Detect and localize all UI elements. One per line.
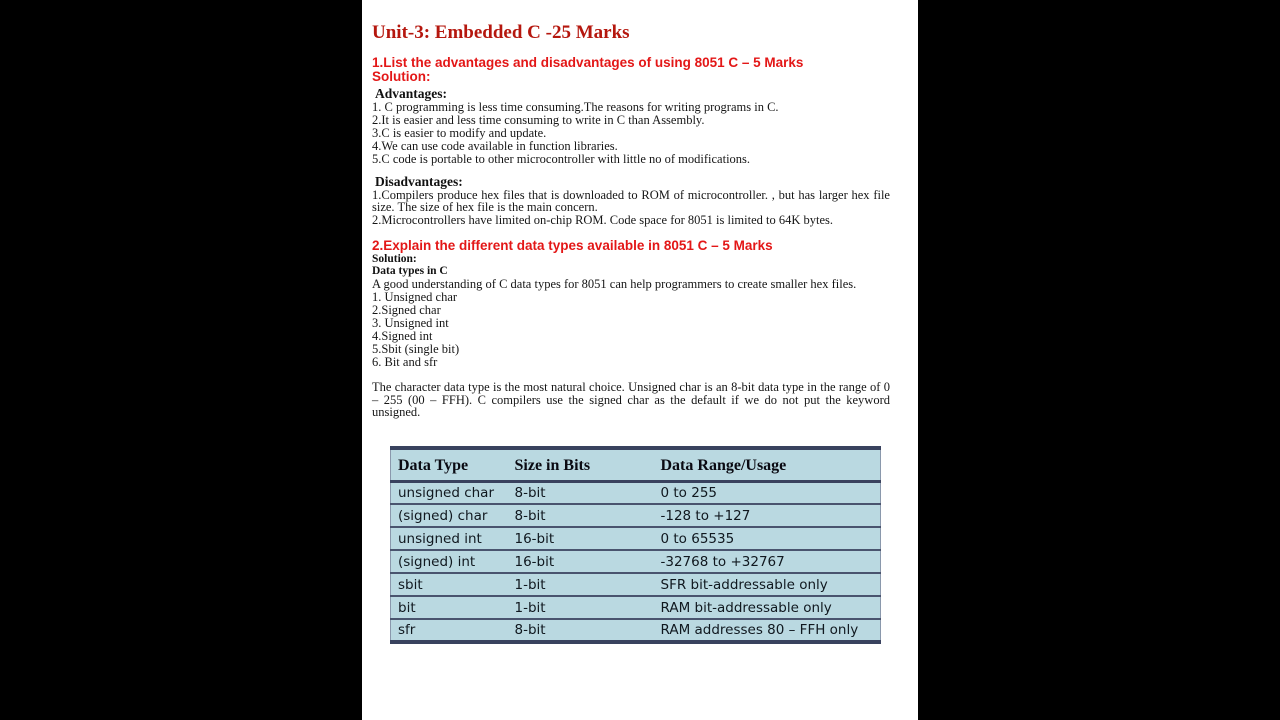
character-type-paragraph: The character data type is the most natural choice. Unsigned char is an 8-bit data type in the range of 0 – 255 (00 – FFH). C compilers use the signed char as the default if we do not put the keyword unsigned. [372,379,890,420]
list-item: 3. Unsigned int [372,315,449,330]
table-cell: 8-bit [514,507,546,524]
list-item: 3.C is easier to modify and update. [372,125,547,140]
table-cell: 8-bit [514,622,546,639]
advantages-list [372,101,890,166]
table-cell: -32768 to +32767 [660,553,785,570]
table-cell: unsigned int [398,530,482,547]
table-row [391,619,881,642]
list-item: 4.We can use code available in function libraries. [372,138,618,153]
table-cell: -128 to +127 [660,507,751,524]
list-item: 5.Sbit (single bit) [372,341,460,356]
list-item: 1. Unsigned char [372,290,458,305]
data-types-table [390,446,881,644]
column-header: Size in Bits [514,457,591,475]
data-types-list [372,291,890,368]
column-header: Data Range/Usage [660,457,787,475]
question-1-solution-label: Solution: [372,69,431,84]
table-cell: sbit [398,576,423,593]
table-row [391,573,881,596]
list-item: 6. Bit and sfr [372,354,438,369]
table-cell: unsigned char [398,485,494,502]
list-item: 2.It is easier and less time consuming to write in C than Assembly. [372,112,705,127]
table-row [391,527,881,550]
table-cell: RAM addresses 80 – FFH only [660,622,859,639]
question-2-heading: 2.Explain the different data types available in 8051 C – 5 Marks [372,238,773,254]
table-cell: 0 to 65535 [660,530,735,547]
table-cell: 16-bit [514,553,555,570]
table-cell: RAM bit-addressable only [660,599,832,616]
question-1-heading: 1.List the advantages and disadvantages of using 8051 C – 5 Marks [372,55,804,70]
column-header: Data Type [398,457,469,475]
table-cell: (signed) char [398,507,488,524]
table-cell: 8-bit [514,485,546,502]
disadvantage-paragraph: 1.Compilers produce hex files that is downloaded to ROM of microcontroller. , but has larger hex file size. The size of hex file is the main concern. [372,187,890,215]
question-2-solution-label: Solution: [372,253,417,266]
table-cell: bit [398,599,416,616]
advantages-label: Advantages: [375,86,448,101]
table-cell: SFR bit-addressable only [660,576,828,593]
table-cell: 0 to 255 [660,485,717,502]
list-item: 2.Signed char [372,303,441,318]
table-cell: (signed) int [398,553,476,570]
disadvantage-paragraph: 2.Microcontrollers have limited on-chip ROM. Code space for 8051 is limited to 64K bytes. [372,213,834,228]
list-item: 4.Signed int [372,328,433,343]
table-cell: 16-bit [514,530,555,547]
document-page [362,0,918,720]
list-item: 5.C code is portable to other microcontroller with little no of modifications. [372,151,751,166]
table-header-row [391,448,881,481]
table-cell: 1-bit [514,576,546,593]
data-types-intro: A good understanding of C data types for 8051 can help programmers to create smaller hex files. [372,277,857,292]
disadvantages-label: Disadvantages: [375,173,463,189]
page-title: Unit-3: Embedded C -25 Marks [372,22,630,43]
table-cell: 1-bit [514,599,546,616]
table-row [391,596,881,619]
table-row [391,481,881,504]
list-item: 1. C programming is less time consuming.The reasons for writing programs in C. [372,100,779,114]
data-types-subheading: Data types in C [372,265,448,278]
table-row [391,550,881,573]
table-row [391,504,881,527]
table-cell: sfr [398,622,416,639]
